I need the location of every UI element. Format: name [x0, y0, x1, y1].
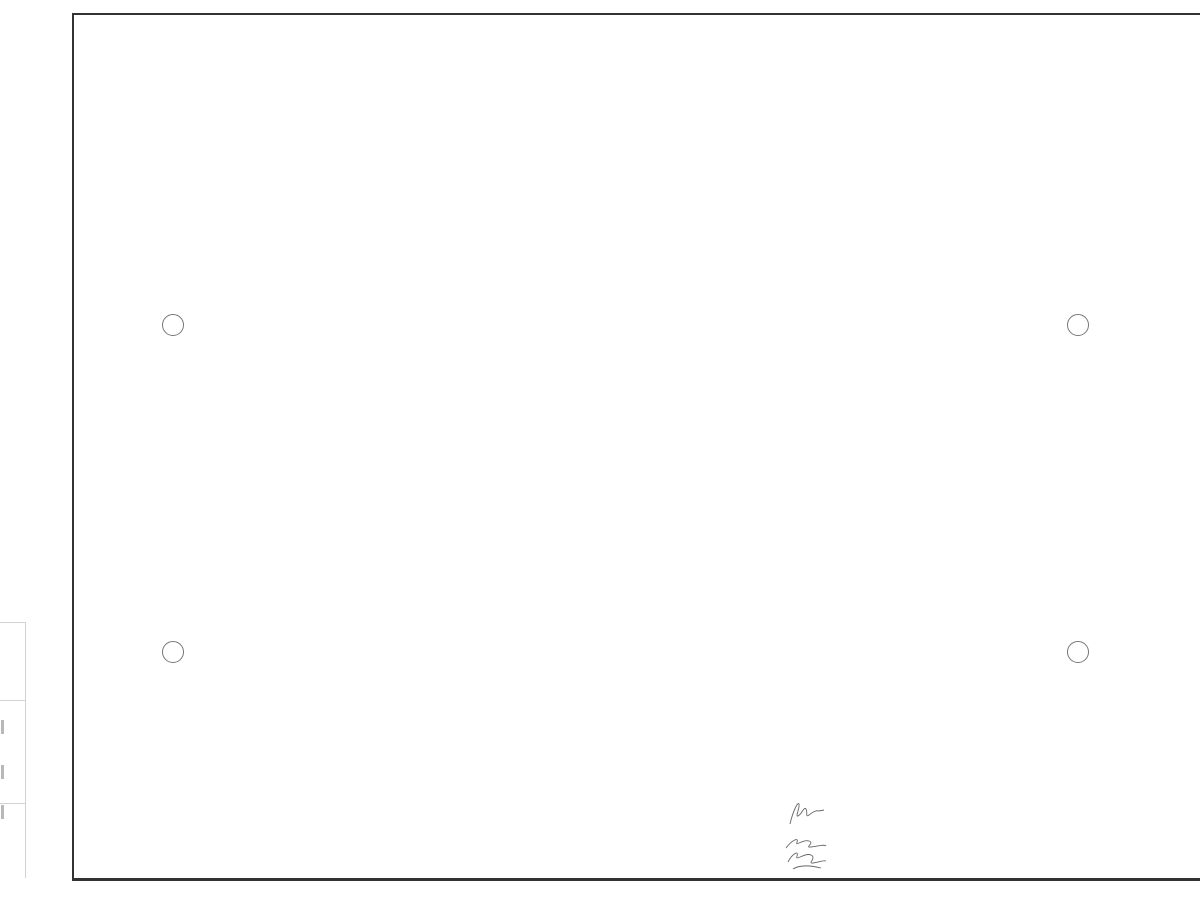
list-value [1119, 809, 1166, 833]
margin-stamp-line [0, 803, 25, 804]
row-name [714, 851, 782, 869]
row-name [714, 833, 782, 851]
margin-stamp-text [1, 765, 4, 779]
axis-bubble-10 [1067, 314, 1089, 336]
listov-header [1166, 792, 1200, 809]
row-name [714, 795, 782, 827]
col-izm [661, 773, 685, 792]
sheet-content-title [860, 833, 1070, 878]
row-role [664, 851, 716, 869]
col-data [827, 773, 858, 792]
axis-bubble-10b [162, 641, 184, 663]
signature-gip [783, 834, 829, 874]
stage-header [1072, 792, 1119, 809]
sheet-frame-bottom [72, 878, 1200, 881]
listov-value [1166, 809, 1200, 833]
row-date [827, 833, 858, 851]
sheet-frame-left [72, 13, 74, 880]
company-name [1072, 833, 1200, 878]
signature-reshetova [786, 797, 826, 828]
row-role [664, 795, 710, 827]
col-podp [782, 773, 827, 792]
client-name [860, 792, 1070, 833]
margin-stamp-text [1, 720, 4, 734]
axis-bubble-1 [162, 314, 184, 336]
row-date [827, 851, 858, 869]
doc-number [860, 715, 1200, 742]
margin-stamp-line [0, 622, 25, 623]
col-list [708, 773, 742, 792]
list-header [1119, 792, 1166, 809]
col-ndok [742, 773, 782, 792]
project-address [860, 742, 1200, 792]
axis-bubble-1b [1067, 641, 1089, 663]
row-date [827, 795, 858, 827]
sheet-frame-top [72, 13, 1200, 15]
margin-stamp-line [25, 622, 26, 878]
margin-stamp-line [0, 700, 25, 701]
margin-stamp-text [1, 805, 4, 819]
stage-value [1072, 809, 1119, 833]
col-kol [685, 773, 708, 792]
row-role [664, 833, 716, 851]
